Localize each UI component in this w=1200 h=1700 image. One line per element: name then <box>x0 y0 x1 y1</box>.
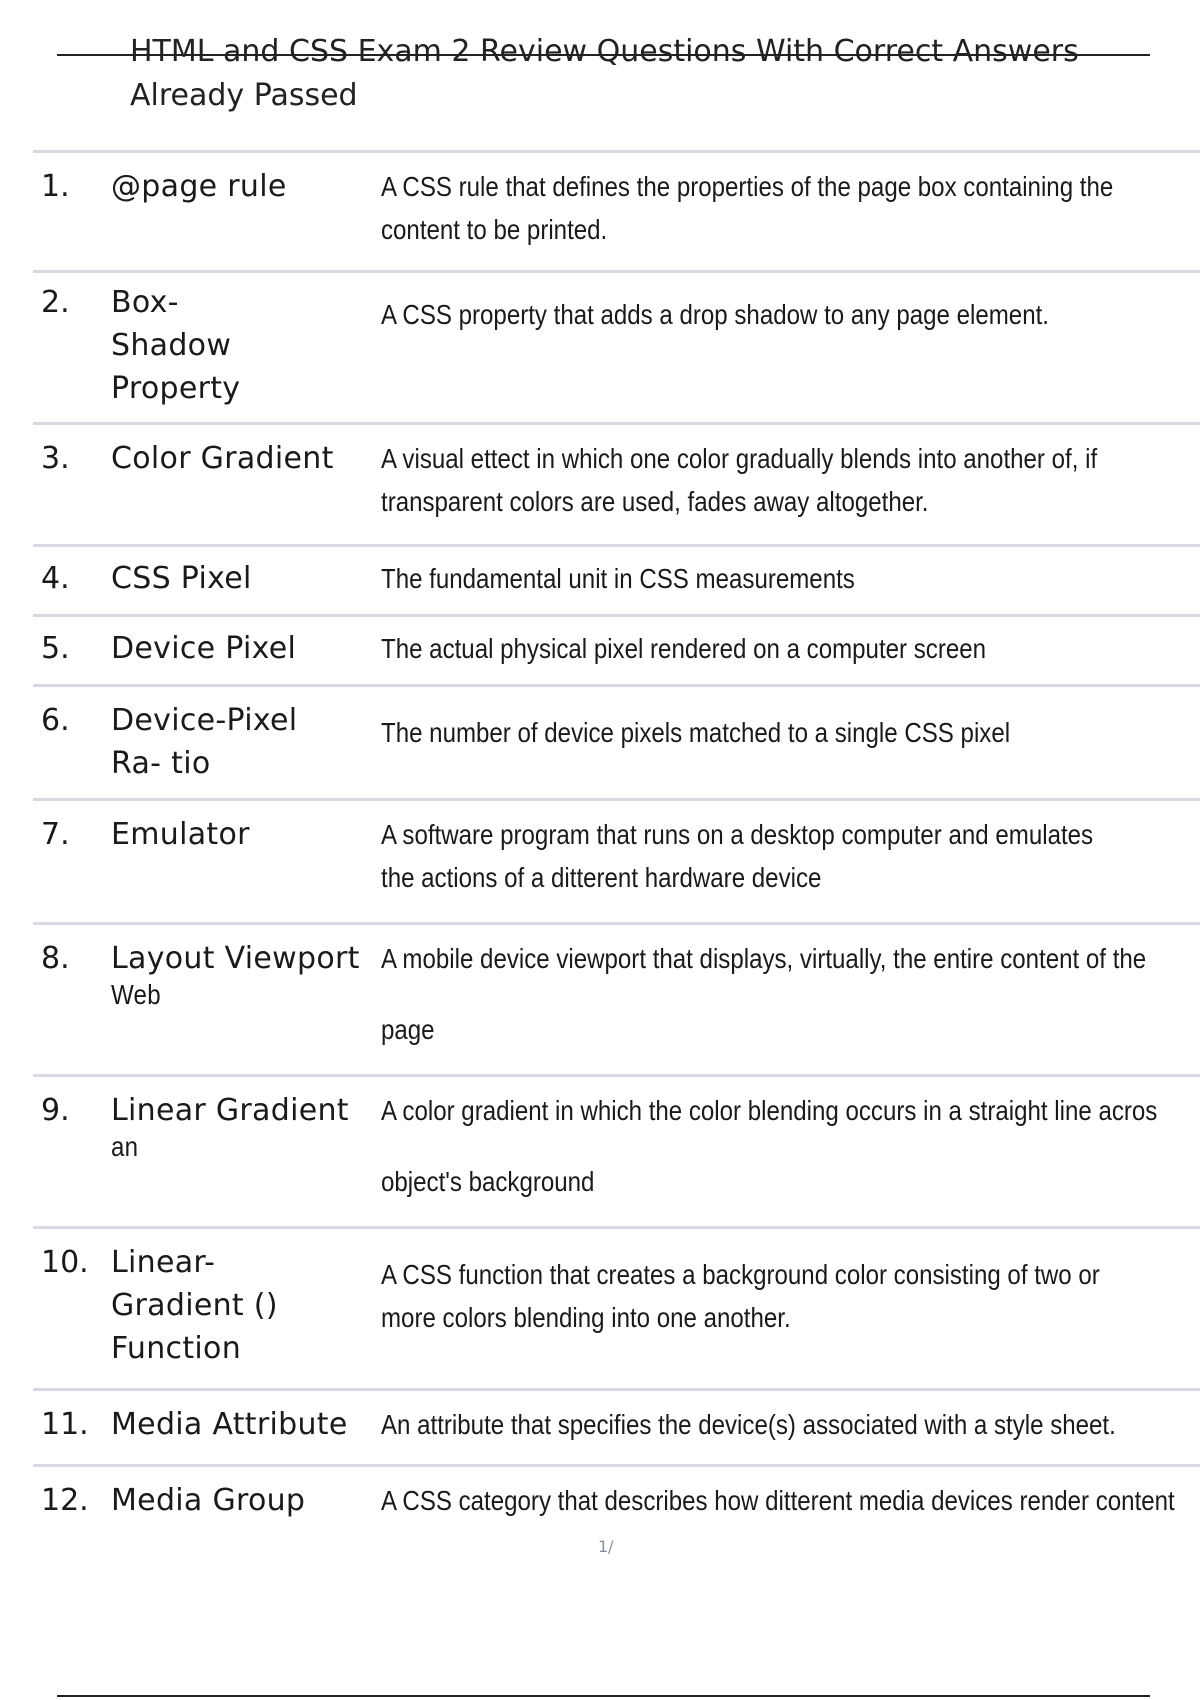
row-number: 1. <box>41 169 70 204</box>
page-number: 1/ <box>598 1537 614 1556</box>
row-definition: A visual ettect in which one color gradually blends into another of, if transparent colors are used, fades away altogether. <box>381 443 1098 517</box>
row-definition-continuation: page <box>381 1014 435 1045</box>
table-row <box>33 272 1200 424</box>
table-row <box>33 152 1200 272</box>
row-term: Linear Gradient <box>111 1093 349 1128</box>
row-number: 9. <box>41 1093 70 1128</box>
row-number: 8. <box>41 941 70 976</box>
row-term: Linear- Gradient () Function <box>111 1245 278 1366</box>
row-term: Device-Pixel Ra- tio <box>111 703 298 781</box>
row-number: 4. <box>41 561 70 596</box>
table-row <box>33 1228 1200 1390</box>
table-row <box>33 1076 1200 1228</box>
row-number: 2. <box>41 285 70 320</box>
row-number: 11. <box>41 1407 89 1442</box>
title-line-1: HTML and CSS Exam 2 Review Questions With Correct Answers <box>130 34 1079 69</box>
row-number: 12. <box>41 1483 89 1518</box>
table-row <box>33 924 1200 1076</box>
row-term: Layout Viewport <box>111 941 360 976</box>
row-definition: A CSS rule that defines the properties of the page box containing the content to be printed. <box>381 171 1114 245</box>
row-term: Media Attribute <box>111 1407 348 1442</box>
row-definition: A CSS function that creates a background color consisting of two or more colors blending into one another. <box>381 1259 1100 1333</box>
row-definition: A CSS property that adds a drop shadow to any page element. <box>381 299 1049 330</box>
row-term: @page rule <box>111 169 287 204</box>
row-number: 5. <box>41 631 70 666</box>
row-number: 10. <box>41 1245 89 1280</box>
row-term: Media Group <box>111 1483 306 1518</box>
row-term: Emulator <box>111 817 250 852</box>
row-term: CSS Pixel <box>111 561 252 596</box>
row-definition: A software program that runs on a desktop computer and emulates the actions of a ditterent hardware device <box>381 819 1094 893</box>
table-row <box>33 546 1200 616</box>
row-definition: A color gradient in which the color blending occurs in a straight line acros <box>381 1095 1158 1126</box>
row-term: Device Pixel <box>111 631 297 666</box>
table-row <box>33 1466 1200 1536</box>
row-definition-continuation: object's background <box>381 1166 595 1197</box>
table-row <box>33 800 1200 924</box>
table-row <box>33 424 1200 546</box>
row-definition: A CSS category that describes how ditterent media devices render content <box>381 1485 1175 1516</box>
row-term: Box- Shadow Property <box>111 285 241 406</box>
qa-table <box>33 150 1200 1536</box>
row-definition: The fundamental unit in CSS measurements <box>381 563 855 594</box>
row-term: Color Gradient <box>111 441 334 476</box>
row-definition: An attribute that specifies the device(s) associated with a style sheet. <box>381 1409 1116 1440</box>
row-number: 6. <box>41 703 70 738</box>
table-row <box>33 686 1200 800</box>
page-title <box>130 30 1150 118</box>
bottom-rule <box>57 1695 1150 1697</box>
table-row <box>33 616 1200 686</box>
row-number: 7. <box>41 817 70 852</box>
row-term-continuation: an <box>111 1131 139 1162</box>
title-line-2: Already Passed <box>130 78 358 113</box>
row-term-continuation: Web <box>111 979 161 1010</box>
table-row <box>33 1390 1200 1466</box>
row-definition: A mobile device viewport that displays, virtually, the entire content of the <box>381 943 1147 974</box>
row-definition: The number of device pixels matched to a single CSS pixel <box>381 717 1011 748</box>
row-number: 3. <box>41 441 70 476</box>
row-definition: The actual physical pixel rendered on a computer screen <box>381 633 987 664</box>
